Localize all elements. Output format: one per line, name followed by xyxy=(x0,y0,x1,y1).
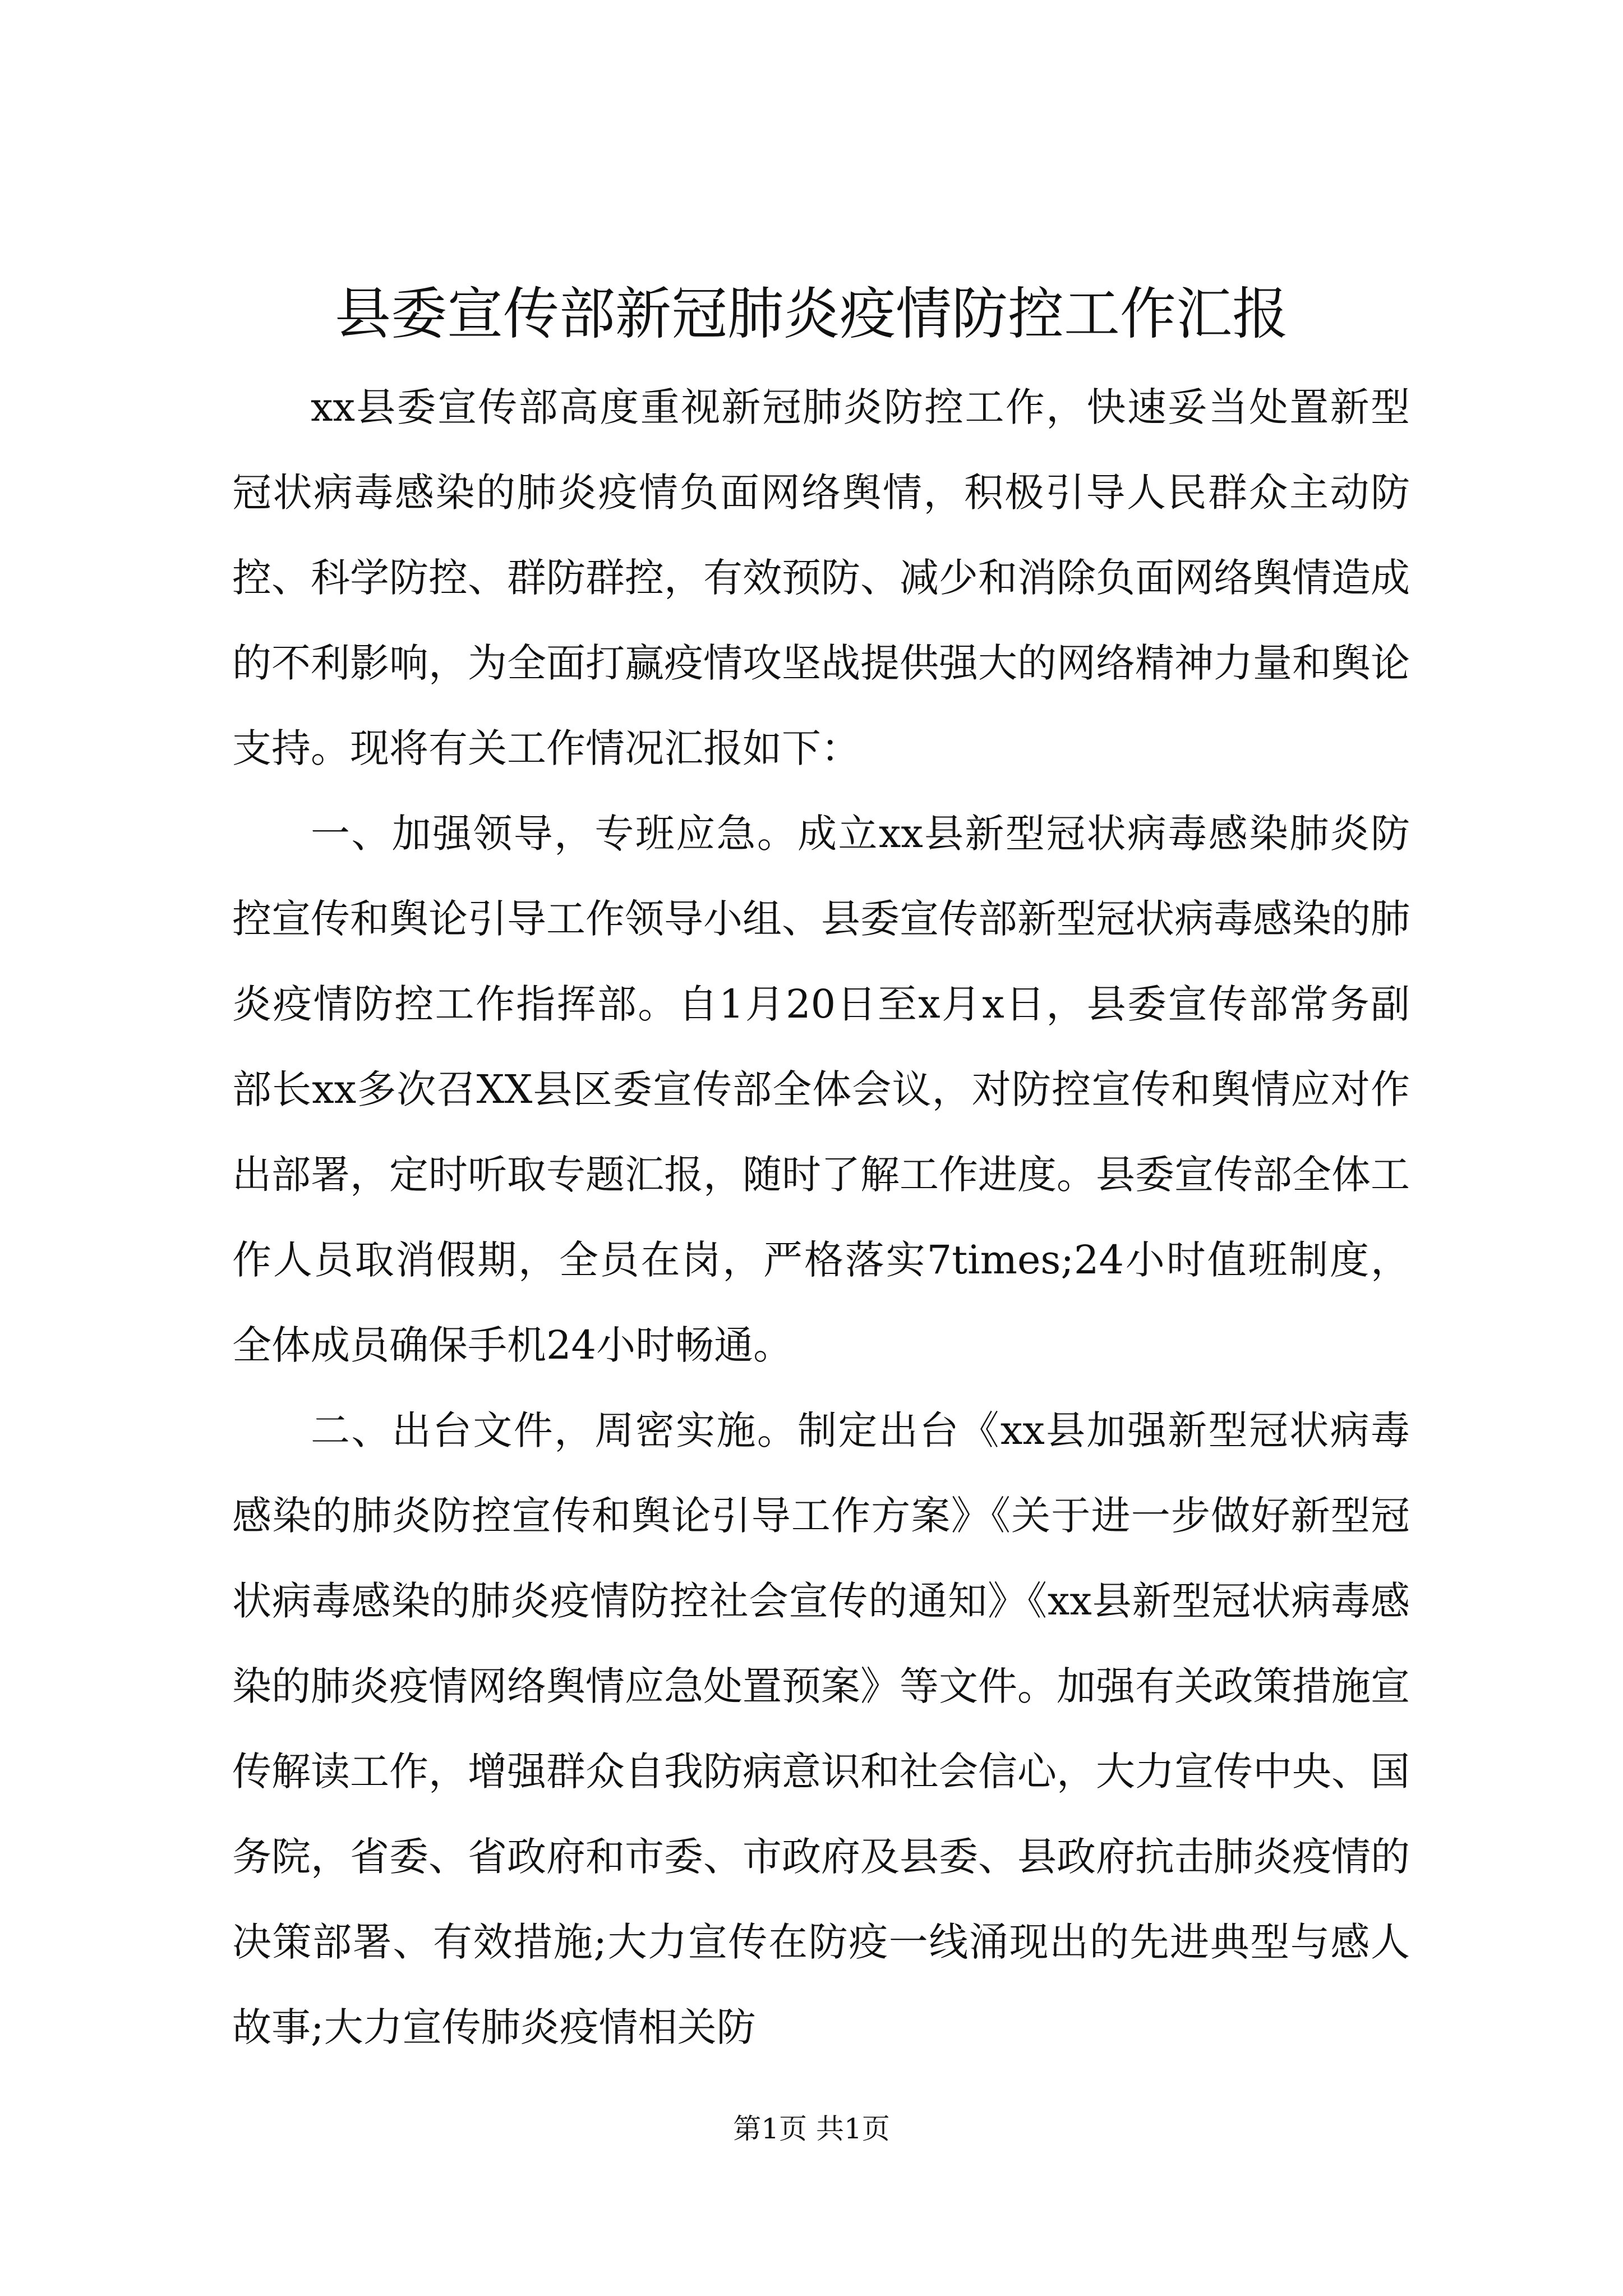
paragraph-section-2: 二、出台文件，周密实施。制定出台《xx县加强新型冠状病毒感染的肺炎防控宣传和舆论引导工作方案》《关于进一步做好新型冠状病毒感染的肺炎疫情防控社会宣传的通知》《xx县新型冠状病毒感染的肺炎疫情网络舆情应急处置预案》等文件。加强有关政策措施宣传解读工作，增强群众自我防病意识和社会信心，大力宣传中央、国务院，省委、省政府和市委、市政府及县委、县政府抗击肺炎疫情的决策部署、有效措施;大力宣传在防疫一线涌现出的先进典型与感人故事;大力宣传肺炎疫情相关防 xyxy=(232,1407,1410,2050)
page-footer: 第1页 共1页 xyxy=(733,2113,890,2145)
paragraph-intro: xx县委宣传部高度重视新冠肺炎防控工作，快速妥当处置新型冠状病毒感染的肺炎疫情负面网络舆情，积极引导人民群众主动防控、科学防控、群防群控，有效预防、减少和消除负面网络舆情造成的不利影响，为全面打赢疫情攻坚战提供强大的网络精神力量和舆论支持。现将有关工作情况汇报如下： xyxy=(232,384,1410,771)
document-title: 县委宣传部新冠肺炎疫情防控工作汇报 xyxy=(335,281,1288,347)
paragraph-section-1: 一、加强领导，专班应急。成立xx县新型冠状病毒感染肺炎防控宣传和舆论引导工作领导小组、县委宣传部新型冠状病毒感染的肺炎疫情防控工作指挥部。自1月20日至x月x日，县委宣传部常务副部长xx多次召XX县区委宣传部全体会议，对防控宣传和舆情应对作出部署，定时听取专题汇报，随时了解工作进度。县委宣传部全体工作人员取消假期，全员在岗，严格落实7times;24小时值班制度，全体成员确保手机24小时畅通。 xyxy=(232,811,1410,1368)
document-body xyxy=(232,365,1410,2070)
